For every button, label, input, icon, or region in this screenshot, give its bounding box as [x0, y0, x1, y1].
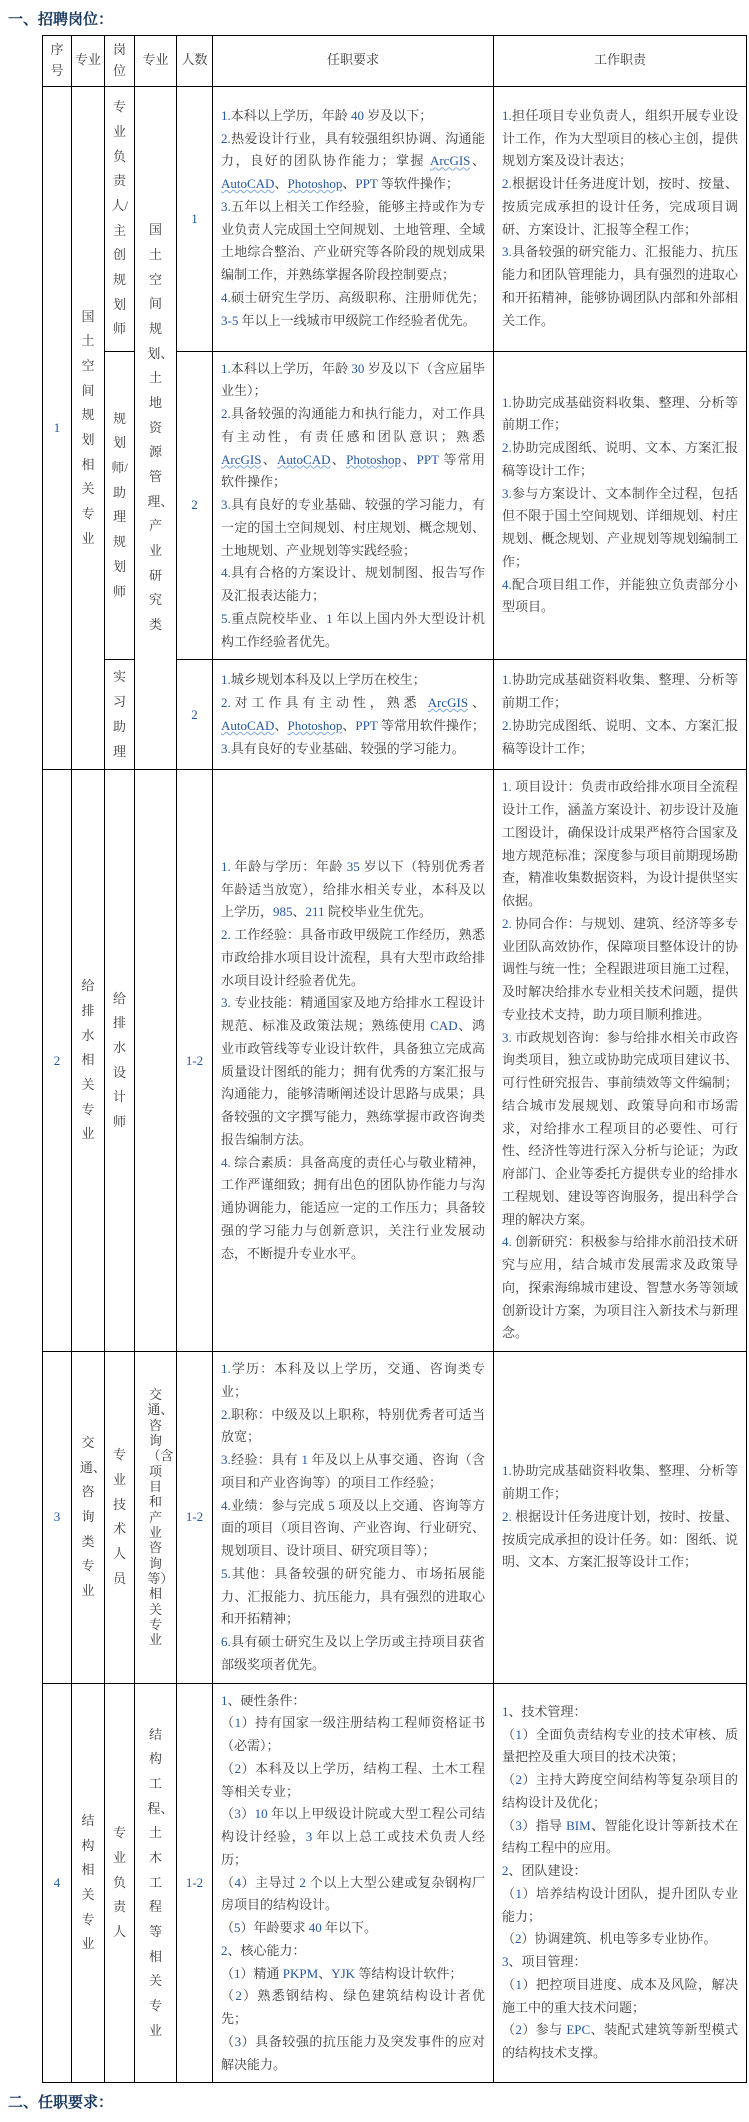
cell-major: 给排水相关专业 [72, 770, 105, 1352]
cell-position: 专业负责人/主创规划师 [105, 86, 135, 351]
cell-duties [494, 351, 747, 660]
cell-count: 1-2 [177, 1352, 213, 1684]
paragraph: 2、核心能力： [221, 1942, 306, 1958]
cell-count: 1-2 [177, 770, 213, 1352]
paragraph: （3）具备较强的抗压能力及突发事件的应对解决能力。 [221, 2033, 485, 2072]
paragraph: 1.协助完成基础资料收集、整理、分析等前期工作； [502, 672, 738, 711]
cell-no: 4 [43, 1683, 72, 2083]
paragraph: 1.本科以上学历，年龄 30 岁及以下（含应届毕业生）； [221, 360, 485, 399]
paragraph: 1、硬性条件： [221, 1692, 306, 1708]
paragraph: 4. 创新研究：积极参与给排水前沿技术研究与应用，结合城市发展需求及政策导向，探索海绵城市建设、智慧水务等领域创新设计方案，为项目注入新技术与新理念。 [502, 1234, 738, 1341]
table-header-row [43, 36, 747, 87]
section-title-positions: 一、招聘岗位： [8, 11, 114, 28]
table-row-g1-lead-planner [43, 86, 747, 351]
paragraph: 1.学历：本科及以上学历，交通、咨询类专业； [221, 1361, 485, 1399]
paragraph: 6.具有硕士研究生及以上学历或主持项目获省部级奖项者优先。 [221, 1634, 485, 1672]
cell-specialty: 结构工程、土木工程等相关专业 [135, 1683, 177, 2083]
paragraph: （5）年龄要求 40 年以下。 [221, 1920, 378, 1936]
paragraph: 4.配合项目组工作，并能独立负责部分小型项目。 [502, 576, 738, 615]
cell-requirements [213, 86, 494, 351]
paragraph: 1. 项目设计：负责市政给排水项目全流程设计工作，涵盖方案设计、初步设计及施工图设计，确保设计成果严格符合国家及地方规范标准；深度参与项目前期现场勘查，精准收集数据资料，为设计提供坚实依据。 [502, 779, 738, 909]
cell-requirements [213, 1352, 494, 1684]
paragraph: 2.协助完成图纸、说明、文本、方案汇报稿等设计工作； [502, 440, 738, 478]
paragraph: （3）10 年以上甲级设计院或大型工程公司结构设计经验，3 年以上总工或技术负责人经历； [221, 1806, 485, 1867]
paragraph: 3.具备较强的研究能力、汇报能力、抗压能力和团队管理能力，具有强烈的进取心和开拓精神，能够协调团队内部和外部相关工作。 [502, 244, 738, 328]
paragraph: 2.根据设计任务进度计划，按时、按量、按质完成承担的设计任务，完成项目调研、方案设计、汇报等全程工作； [502, 176, 738, 237]
paragraph: 3、项目管理： [502, 1954, 587, 1970]
cell-major: 结构相关专业 [72, 1683, 105, 2083]
paragraph: 2.具备较强的沟通能力和执行能力，对工作具有主动性，有责任感和团队意识；熟悉 ArcGIS、AutoCAD、Photoshop、PPT 等常用软件操作； [221, 406, 485, 490]
cell-position: 专业技术人员 [105, 1352, 135, 1684]
cell-major: 国土空间规划相关专业 [72, 86, 105, 770]
cell-count: 1 [177, 86, 213, 351]
header-requirements: 任职要求 [213, 36, 494, 87]
paragraph: 3.具有良好的专业基础、较强的学习能力。 [221, 740, 465, 756]
header-major: 专业 [72, 36, 105, 87]
header-count: 人数 [177, 36, 213, 87]
cell-duties [494, 1352, 747, 1684]
paragraph: 2.对工作具有主动性，熟悉 ArcGIS、AutoCAD、Photoshop、PPT 等常用软件操作； [221, 695, 485, 733]
paragraph: 3.具有良好的专业基础、较强的学习能力，有一定的国土空间规划、村庄规划、概念规划、土地规划、产业规划等实践经验； [221, 497, 485, 558]
paragraph: 2. 工作经验：具备市政甲级院工作经历，熟悉市政给排水项目设计流程，具有大型市政给排水项目设计经验者优先。 [221, 927, 485, 988]
paragraph: 1.担任项目专业负责人，组织开展专业设计工作，作为大型项目的核心主创，提供规划方案及设计表达； [502, 107, 738, 169]
cell-specialty: 国土空间规划、土地资源管理、产业研究类 [135, 86, 177, 770]
paragraph: 3. 市政规划咨询：参与给排水相关市政咨询类项目，独立或协助完成项目建议书、可行性研究报告、事前绩效等文件编制；结合城市发展规划、政策导向和市场需求，对给排水工程项目的必要性、可行性、经济性等进行深入分析与论证；为政府部门、企业等委托方提供专业的给排水工程规划、建设等咨询服务，提出科学合理的解决方案。 [502, 1029, 738, 1227]
cell-no: 2 [43, 770, 72, 1352]
header-position: 岗位 [105, 36, 135, 87]
cell-specialty [135, 770, 177, 1352]
cell-duties [494, 86, 747, 351]
cell-duties [494, 660, 747, 770]
paragraph: 3. 专业技能：精通国家及地方给排水工程设计规范、标准及政策法规；熟练使用 CAD、鸿业市政管线等专业设计软件，具备独立完成高质量设计图纸的能力；拥有优秀的方案汇报与沟通能力，能够清晰阐述设计思路与成果；具备较强的文字撰写能力，熟练掌握市政咨询类报告编制方法。 [221, 995, 485, 1147]
paragraph: 5.其他：具备较强的研究能力、市场拓展能力、汇报能力、抗压能力，具有强烈的进取心和开拓精神； [221, 1565, 485, 1627]
cell-requirements [213, 1683, 494, 2083]
header-duties: 工作职责 [494, 36, 747, 87]
paragraph: 3.五年以上相关工作经验，能够主持或作为专业负责人完成国土空间规划、土地管理、全域土地综合整治、产业研究等各阶段的规划成果编制工作，并熟练掌握各阶段控制要点； [221, 198, 485, 283]
paragraph: （1）培养结构设计团队，提升团队专业能力； [502, 1885, 738, 1924]
paragraph: 1、技术管理： [502, 1703, 587, 1719]
positions-table [42, 35, 747, 2083]
paragraph: （2）熟悉钢结构、绿色建筑结构设计者优先； [221, 1988, 485, 2027]
paragraph: 5.重点院校毕业、1 年以上国内外大型设计机构工作经验者优先。 [221, 610, 485, 649]
cell-requirements [213, 660, 494, 770]
paragraph: （2）参与 EPC、装配式建筑等新型模式的结构技术支撑。 [502, 2022, 738, 2061]
paragraph: 1.协助完成基础资料收集、整理、分析等前期工作； [502, 394, 738, 433]
cell-position: 给排水设计师 [105, 770, 135, 1352]
paragraph: 2.热爱设计行业，具有较强组织协调、沟通能力，良好的团队协作能力；掌握 ArcGIS、AutoCAD、Photoshop、PPT 等软件操作； [221, 130, 485, 192]
header-no: 序号 [43, 36, 72, 87]
paragraph: （1）持有国家一级注册结构工程师资格证书（必需）； [221, 1715, 485, 1754]
paragraph: 4.硕士研究生学历、高级职称、注册师优先；3-5 年以上一线城市甲级院工作经验者优先。 [221, 289, 485, 328]
paragraph: （3）指导 BIM、智能化设计等新技术在结构工程中的应用。 [502, 1817, 738, 1856]
paragraph: （1）精通 PKPM、YJK 等结构设计软件； [221, 1965, 463, 1981]
cell-duties [494, 1683, 747, 2083]
paragraph: 1. 年龄与学历：年龄 35 岁以下（特别优秀者年龄适当放宽），给排水相关专业，本科及以上学历，985、211 院校毕业生优先。 [221, 858, 485, 920]
cell-count: 2 [177, 351, 213, 660]
cell-requirements [213, 770, 494, 1352]
cell-position: 实习助理 [105, 660, 135, 770]
section-title-requirements: 二、任职要求： [8, 2094, 114, 2112]
cell-no: 1 [43, 86, 72, 770]
paragraph: 3.经验：具有 1 年及以上从事交通、咨询（含项目和产业咨询等）的项目工作经验； [221, 1452, 485, 1490]
cell-position: 专业负责人 [105, 1683, 135, 2083]
paragraph: 2、团队建设： [502, 1863, 587, 1879]
cell-count: 2 [177, 660, 213, 770]
table-row-g4-structure [43, 1683, 747, 2083]
cell-specialty: 交通、咨询（含项目和产业咨询等）相关专业 [135, 1352, 177, 1684]
header-specialty: 专业 [135, 36, 177, 87]
paragraph: 4.业绩：参与完成 5 项及以上交通、咨询等方面的项目（项目咨询、产业咨询、行业研究、规划项目、设计项目、研究项目等）； [221, 1497, 485, 1559]
paragraph: （4）主导过 2 个以上大型公建或复杂钢构厂房项目的结构设计。 [221, 1874, 485, 1913]
paragraph: 2.协助完成图纸、说明、文本、方案汇报稿等设计工作； [502, 717, 738, 756]
cell-no: 3 [43, 1352, 72, 1684]
paragraph: （2）主持大跨度空间结构等复杂项目的结构设计及优化； [502, 1772, 738, 1810]
paragraph: （2）本科及以上学历，结构工程、土木工程等相关专业； [221, 1760, 485, 1799]
cell-major: 交通、咨询类专业 [72, 1352, 105, 1684]
paragraph: 4.具有合格的方案设计、规划制图、报告写作及汇报表达能力； [221, 565, 485, 604]
cell-count: 1-2 [177, 1683, 213, 2083]
paragraph: （1）把控项目进度、成本及风险，解决施工中的重大技术问题； [502, 1976, 738, 2015]
paragraph: 1.协助完成基础资料收集、整理、分析等前期工作； [502, 1463, 738, 1502]
paragraph: 3.参与方案设计、文本制作全过程，包括但不限于国土空间规划、详细规划、村庄规划、概念规划、产业规划等规划编制工作； [502, 485, 738, 569]
paragraph: 2.职称：中级及以上职称，特别优秀者可适当放宽； [221, 1406, 485, 1445]
paragraph: 1.本科以上学历，年龄 40 岁及以下； [221, 107, 433, 123]
paragraph: （2）协调建筑、机电等多专业协作。 [502, 1931, 717, 1947]
paragraph: （1）全面负责结构专业的技术审核、质量把控及重大项目的技术决策； [502, 1726, 738, 1765]
paragraph: 2. 协同合作：与规划、建筑、经济等多专业团队高效协作，保障项目整体设计的协调性与统一性；全程跟进项目施工过程，及时解决给排水专业相关技术问题，提供专业技术支持，助力项目顺利推进。 [502, 915, 738, 1022]
paragraph: 4. 综合素质：具备高度的责任心与敬业精神，工作严谨细致；拥有出色的团队协作能力与沟通协调能力，能适应一定的工作压力；具备较强的学习能力与创新意识，关注行业发展动态，不断提升专业水平。 [221, 1154, 485, 1261]
paragraph: 1.城乡规划本科及以上学历在校生； [221, 672, 426, 688]
table-row-g3-consulting [43, 1352, 747, 1684]
cell-requirements [213, 351, 494, 660]
cell-position: 规划师/助理规划师 [105, 351, 135, 660]
cell-duties [494, 770, 747, 1352]
paragraph: 2. 根据设计任务进度计划，按时、按量、按质完成承担的设计任务。如：图纸、说明、文本、方案汇报等设计工作； [502, 1508, 738, 1570]
table-row-g2-water-designer [43, 770, 747, 1352]
